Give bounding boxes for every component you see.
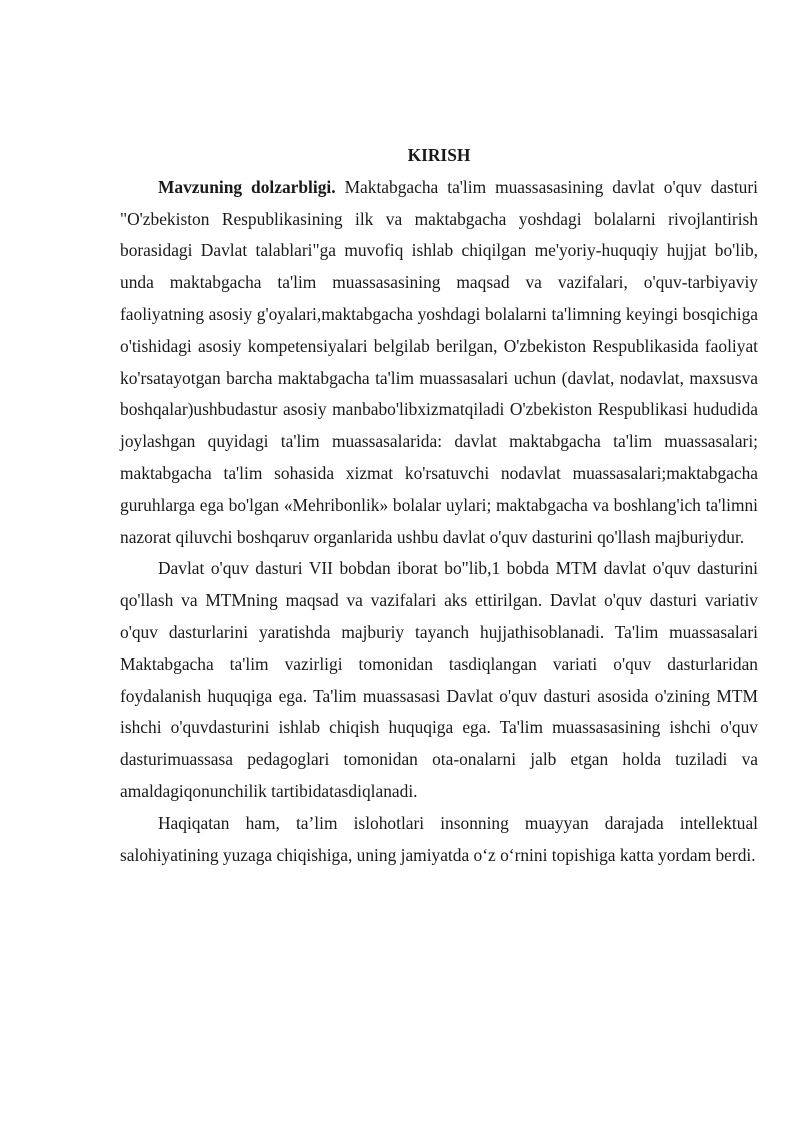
paragraph-text: Haqiqatan ham, ta’lim islohotlari insonning muayyan darajada intellektual salohiyatining yuzaga chiqishiga, uning jamiyatda o‘z o‘rnini topishiga katta yordam berdi. (120, 812, 758, 865)
paragraph-program-structure (120, 553, 758, 807)
document-body (120, 140, 758, 871)
paragraph-text: Davlat o'quv dasturi VII bobdan iborat bo"lib,1 bobda MTM davlat o'quv dasturini qo'llash va MTMning maqsad va vazifalari aks ettirilgan. Davlat o'quv dasturi variativ o'quv dasturlarini yaratishda majburiy tayanch hujjathisoblanadi. Ta'lim muassasalari Maktabgacha ta'lim vazirligi tomonidan tasdiqlangan variati o'quv dasturlaridan foydalanish huquqiga ega. Ta'lim muassasasi Davlat o'quv dasturi asosida o'zining MTM ishchi o'quvdasturini ishlab chiqish huquqiga ega. Ta'lim muassasasining ishchi o'quv dasturimuassasa pedagoglari tomonidan ota-onalarni jalb etgan holda tuziladi va amaldagiqonunchilik tartibidatasdiqlanadi. (120, 558, 758, 801)
paragraph-reforms (120, 808, 758, 872)
paragraph-relevance (120, 172, 758, 554)
page-title: KIRISH (407, 145, 471, 165)
paragraph-text: Maktabgacha ta'lim muassasasining davlat o'quv dasturi "O'zbekiston Respublikasining ilk va maktabgacha yoshdagi bolalarni rivojlantirish borasidagi Davlat talablari"ga muvofiq ishlab chiqilgan me'yoriy-huquqiy hujjat bo'lib, unda maktabgacha ta'lim muassasasining maqsad va vazifalari, o'quv-tarbiyaviy faoliyatning asosiy g'oyalari,maktabgacha yoshdagi bolalarni ta'limning keyingi bosqichiga o'tishidagi asosiy kompetensiyalari belgilab berilgan, O'zbekiston Respublikasida faoliyat ko'rsatayotgan barcha maktabgacha ta'lim muassasalari uchun (davlat, nodavlat, maxsusva boshqalar)ushbudastur asosiy manbabo'libxizmatqiladi O'zbekiston Respublikasi hududida joylashgan quyidagi ta'lim muassasalarida: davlat maktabgacha ta'lim muassasalari; maktabgacha ta'lim sohasida xizmat ko'rsatuvchi nodavlat muassasalari;maktabgacha guruhlarga ega bo'lgan «Mehribonlik» bolalar uylari; maktabgacha va boshlang'ich ta'limni nazorat qiluvchi boshqaruv organlarida ushbu davlat o'quv dasturini qo'llash majburiydur. (120, 176, 758, 547)
paragraph-lead: Mavzuning dolzarbligi. (158, 176, 336, 197)
